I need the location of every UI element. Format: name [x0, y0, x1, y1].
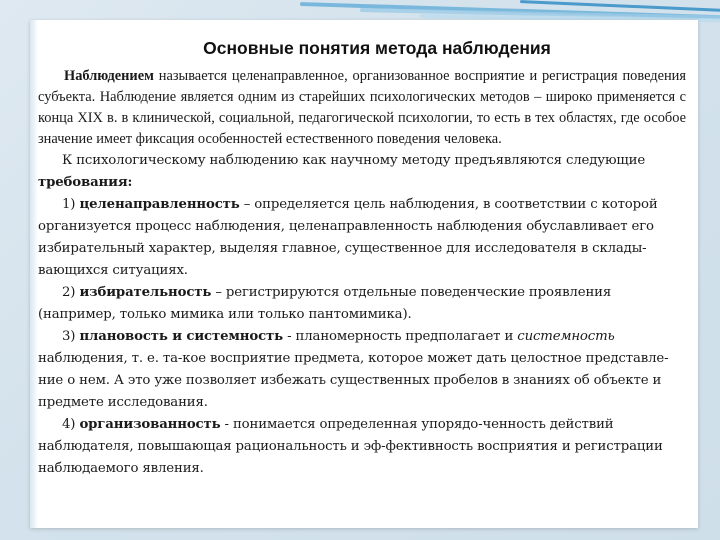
item-number: 4) — [62, 417, 80, 432]
requirement-item-1 — [38, 194, 686, 282]
item-text: – регистрируются отдельные поведенческие проявления (например, только мимика или только пантомимика). — [38, 285, 612, 322]
item-term: организованность — [79, 417, 221, 432]
slide-title: Основные понятия метода наблюдения — [203, 38, 551, 58]
intro-text: называется целенаправленное, организованное восприятие и регистрация поведения субъекта. Наблюдение является одним из старейших психологических методов – широко применяется с конца XIX в. в клинической, социальной, педагогической психологии, то есть в тех областях, где особое значение имеет фиксация особенностей естественного поведения человека. — [38, 68, 686, 147]
item-number: 2) — [62, 285, 80, 300]
requirement-item-4 — [38, 414, 686, 480]
item-number: 1) — [62, 197, 80, 212]
requirements-text: К психологическому наблюдению как научному методу предъявляются следующие — [62, 153, 646, 168]
item-term: избирательность — [79, 285, 212, 300]
item-term: плановость и системность — [79, 329, 284, 344]
item-text: - понимается определенная упорядо-ченность действий наблюдателя, повышающая рациональность и эф-фективность восприятия и регистрации наблюдаемого явления. — [38, 417, 663, 476]
intro-paragraph — [38, 66, 686, 150]
requirement-item-2 — [38, 282, 686, 326]
requirements-term: требования: — [38, 175, 133, 190]
requirements-intro — [38, 150, 686, 194]
intro-term: Наблюдением — [64, 68, 154, 84]
card-shade — [30, 20, 38, 528]
item-number: 3) — [62, 329, 80, 344]
requirement-item-3 — [38, 326, 686, 414]
item-term: целенаправленность — [79, 197, 240, 212]
item-text-a: - планомерность предполагает и — [283, 329, 518, 344]
item-text-b: наблюдения, т. е. та-кое восприятие предмета, которое может дать целостное представле-ние о нем. А это уже позволяет избежать существенных пробелов в знаниях об объекте и предмете исследования. — [38, 351, 669, 410]
slide-card — [30, 20, 698, 528]
slide-content — [38, 38, 686, 480]
item-text: – определяется цель наблюдения, в соответствии с которой организуется процесс наблюдения, целенаправленность наблюдения обуславливает его избирательный характер, выделяя главное, существенное для исследователя в склады-вающихся ситуациях. — [38, 197, 658, 278]
item-italic: системность — [517, 329, 615, 344]
